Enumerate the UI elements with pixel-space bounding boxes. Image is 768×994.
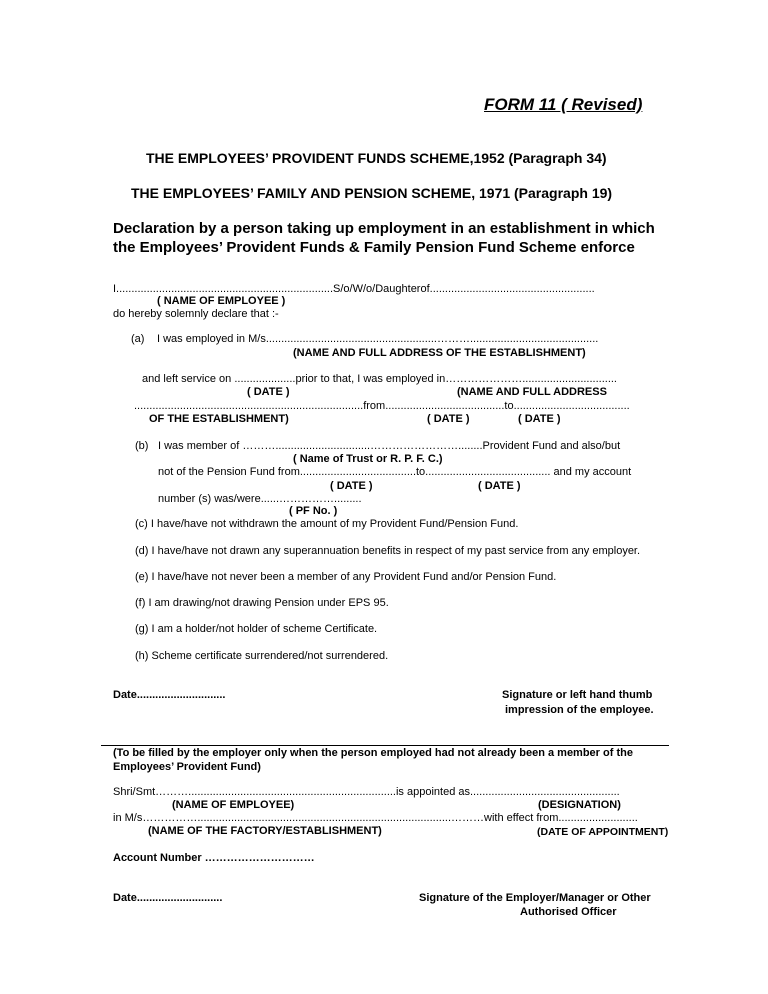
item-f: (f) I am drawing/not drawing Pension under EPS 95. <box>135 597 389 609</box>
declaration-heading-line2: the Employees’ Provident Funds & Family Pension Fund Scheme enforce <box>113 239 635 256</box>
employer-note-line1: (To be filled by the employer only when the person employed had not already been a member of the <box>113 747 633 759</box>
appointment-date-caption: (DATE OF APPOINTMENT) <box>537 826 669 838</box>
item-a-caption1: (NAME AND FULL ADDRESS OF THE ESTABLISHMENT) <box>293 347 586 359</box>
scheme-1971-heading: THE EMPLOYEES’ FAMILY AND PENSION SCHEME, 1971 (Paragraph 19) <box>131 185 613 201</box>
item-b-caption2-date1: ( DATE ) <box>330 480 373 492</box>
item-a-caption2-date: ( DATE ) <box>247 386 290 398</box>
factory-caption: (NAME OF THE FACTORY/ESTABLISHMENT) <box>148 825 382 837</box>
declare-text: do hereby solemnly declare that :- <box>113 308 279 320</box>
employer-signature-line1: Signature of the Employer/Manager or Other <box>419 892 651 904</box>
item-a-caption3-establishment: OF THE ESTABLISHMENT) <box>149 413 289 425</box>
item-b-line1: I was member of ………...............................……………………........Provident Fund and also/but <box>158 440 621 452</box>
item-b-caption2-date2: ( DATE ) <box>478 480 521 492</box>
employee-name-caption: ( NAME OF EMPLOYEE ) <box>157 295 286 307</box>
designation-caption: (DESIGNATION) <box>538 799 621 811</box>
shri-smt-line: Shri/Smt………....................................................................is appointed as................................................. <box>113 786 620 798</box>
employee-name-line: I.......................................................................S/o/W/o/Daughterof...................................................... <box>113 283 595 295</box>
item-a-line3: ...........................................................................from.......................................to...................................... <box>134 400 630 412</box>
employer-signature-line2: Authorised Officer <box>520 906 617 918</box>
section-divider <box>101 745 669 746</box>
employer-note-line2: Employees’ Provident Fund) <box>113 761 261 773</box>
item-b-label: (b) <box>135 440 149 452</box>
scheme-1952-heading: THE EMPLOYEES’ PROVIDENT FUNDS SCHEME,1952 (Paragraph 34) <box>146 150 607 166</box>
item-h: (h) Scheme certificate surrendered/not surrendered. <box>135 650 389 662</box>
item-b-line3: number (s) was/were......……………......... <box>158 493 362 505</box>
employee-signature-line1: Signature or left hand thumb <box>502 689 653 701</box>
item-b-caption1: ( Name of Trust or R. P. F. C.) <box>293 453 443 465</box>
item-g: (g) I am a holder/not holder of scheme Certificate. <box>135 623 378 635</box>
item-d: (d) I have/have not drawn any superannuation benefits in respect of my past service from any employer. <box>135 545 641 557</box>
employer-date: Date............................ <box>113 892 223 904</box>
item-a-label: (a) <box>131 333 145 345</box>
account-number: Account Number ………………………… <box>113 852 315 864</box>
form-title: FORM 11 ( Revised) <box>484 95 643 114</box>
item-a-line2: and left service on ....................prior to that, I was employed in…………………............................... <box>142 373 617 385</box>
item-e: (e) I have/have not never been a member of any Provident Fund and/or Pension Fund. <box>135 571 557 583</box>
employee-date: Date............................. <box>113 689 226 701</box>
item-a-caption2-address: (NAME AND FULL ADDRESS <box>457 386 607 398</box>
ms-line: in M/s……………...................................................................................………with effect from.......................... <box>113 812 638 824</box>
employee-signature-line2: impression of the employee. <box>505 704 654 716</box>
item-a-caption3-date1: ( DATE ) <box>427 413 470 425</box>
item-a-caption3-date2: ( DATE ) <box>518 413 561 425</box>
employee-name-caption-2: (NAME OF EMPLOYEE) <box>172 799 295 811</box>
declaration-heading-line1: Declaration by a person taking up employment in an establishment in which <box>113 220 655 237</box>
item-b-caption3: ( PF No. ) <box>289 505 338 517</box>
item-c: (c) I have/have not withdrawn the amount of my Provident Fund/Pension Fund. <box>135 518 519 530</box>
item-a-line1: I was employed in M/s........................................................……….......................................... <box>157 333 599 345</box>
item-b-line2: not of the Pension Fund from......................................to......................................... and my account <box>158 466 632 478</box>
